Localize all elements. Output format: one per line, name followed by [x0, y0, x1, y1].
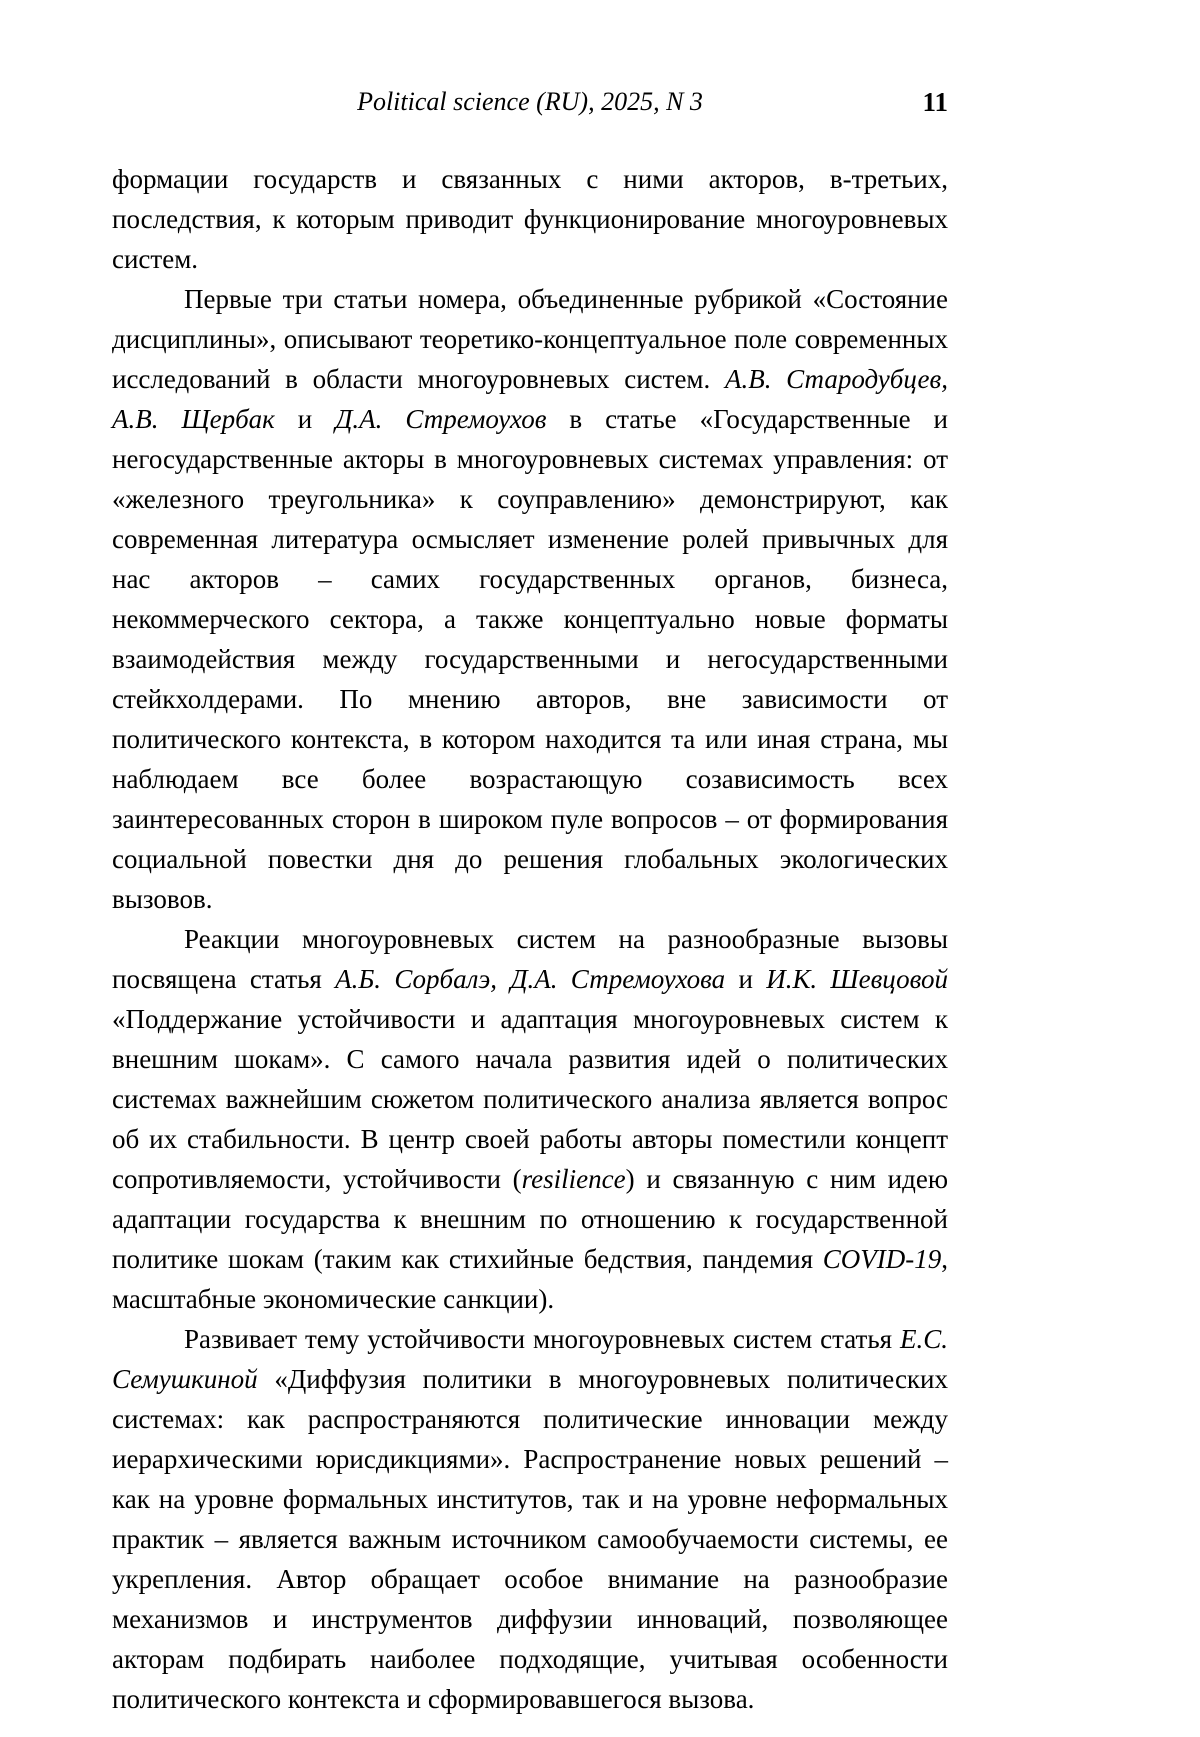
paragraph	[112, 1319, 948, 1719]
italic-text-run: COVID-19	[822, 1244, 942, 1275]
italic-text-run: А.В. Стародубцев, А.В. Щербак	[112, 364, 949, 435]
italic-text-run: Е.С. Семушкиной	[112, 1324, 948, 1395]
italic-text-run: resilience	[521, 1164, 626, 1195]
paragraph	[112, 279, 948, 919]
text-run: Первые три статьи номера, объединенные рубрикой «Состояние дисциплины», описывают теоретико-концептуальное поле современных исследований в области многоуровневых систем.	[112, 284, 948, 395]
text-run: «Поддержание устойчивости и адаптация многоуровневых систем к внешним шокам». С самого начала развития идей о политических системах важнейшим сюжетом политического анализа является вопрос об их стабильности. В центр своей работы авторы поместили концепт сопротивляемости, устойчивости (	[112, 1004, 948, 1195]
text-run: и	[274, 404, 336, 435]
text-run: «Диффузия политики в многоуровневых политических системах: как распространяются политические инновации между иерархическими юрисдикциями». Распространение новых решений – как на уровне формальных институтов, так и на уровне неформальных практик – является важным источником самообучаемости системы, ее укрепления. Автор обращает особое внимание на разнообразие механизмов и инструментов диффузии инноваций, позволяющее акторам подбирать наиболее подходящие, учитывая особенности политического контекста и сформировавшегося вызова.	[112, 1364, 948, 1715]
italic-text-run: Д.А. Стремоухов	[335, 404, 547, 435]
text-run: ) и связанную с ним идею адаптации государства к внешним по отношению к государственной политике шокам (таким как стихийные бедствия, пандемия	[112, 1164, 949, 1275]
page-number: 11	[922, 87, 948, 117]
article-body	[112, 159, 948, 1719]
text-run: в статье «Государственные и негосударственные акторы в многоуровневых системах управления: от «железного треугольника» к соуправлению» демонстрируют, как современная литература осмысляет изменение ролей привычных для нас акторов – самих государственных органов, бизнеса, некоммерческого сектора, а также концептуально новые форматы взаимодействия между государственными и негосударственными стейкхолдерами. По мнению авторов, вне зависимости от политического контекста, в котором находится та или иная страна, мы наблюдаем все более возрастающую созависимость всех заинтересованных сторон в широком пуле вопросов – от формирования социальной повестки дня до решения глобальных экологических вызовов.	[112, 404, 948, 915]
text-run: , масштабные экономические санкции).	[112, 1244, 948, 1315]
italic-text-run: А.Б. Сорбалэ, Д.А. Стремоухова	[335, 964, 726, 995]
text-run: Развивает тему устойчивости многоуровневых систем статья	[184, 1324, 900, 1355]
paragraph	[112, 919, 948, 1319]
text-run: и	[725, 964, 767, 995]
page-header	[112, 86, 948, 117]
paragraph	[112, 159, 948, 279]
text-run: формации государств и связанных с ними акторов, в-третьих, последствия, к которым приводит функционирование многоуровневых систем.	[112, 164, 948, 275]
journal-running-title: Political science (RU), 2025, N 3	[357, 87, 703, 116]
italic-text-run: И.К. Шевцовой	[766, 964, 948, 995]
text-run: Реакции многоуровневых систем на разнообразные вызовы посвящена статья	[112, 924, 948, 995]
